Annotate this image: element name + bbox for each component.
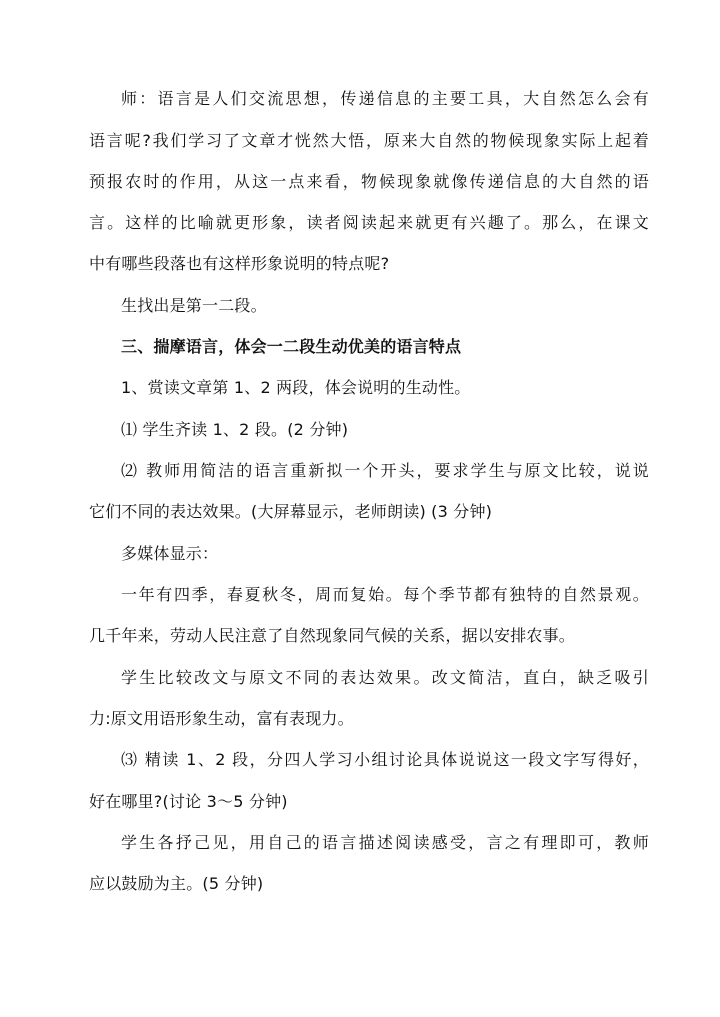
paragraph-line: 言。这样的比喻就更形象，读者阅读起来就更有兴趣了。那么，在课文 — [89, 213, 649, 232]
paragraph-line: 学生各抒己见，用自己的语言描述阅读感受，言之有理即可，教师 — [121, 833, 649, 852]
paragraph-line: 好在哪里?(讨论 3～5 分钟) — [89, 792, 288, 811]
paragraph-line: 它们不同的表达效果。(大屏幕显示，老师朗读) (3 分钟) — [89, 502, 493, 521]
paragraph-line: 预报农时的作用，从这一点来看，物候现象就像传递信息的大自然的语 — [89, 172, 649, 191]
list-item: 1、赏读文章第 1、2 两段，体会说明的生动性。 — [121, 378, 471, 397]
quote-line: 几千年来，劳动人民注意了自然现象同气候的关系，据以安排农事。 — [89, 626, 576, 645]
quote-line: 一年有四季，春夏秋冬，周而复始。每个季节都有独特的自然景观。 — [121, 585, 649, 604]
paragraph-line: 力:原文用语形象生动，富有表现力。 — [89, 709, 354, 728]
paragraph-line: 应以鼓励为主。(5 分钟) — [89, 874, 264, 893]
paragraph-line: 语言呢?我们学习了文章才恍然大悟，原来大自然的物候现象实际上起着 — [89, 131, 649, 150]
list-item: ⑵ 教师用简洁的语言重新拟一个开头，要求学生与原文比较，说说 — [121, 461, 649, 480]
list-item: ⑶ 精读 1、2 段，分四人学习小组讨论具体说说这一段文字写得好， — [121, 750, 649, 769]
paragraph-line: 学生比较改文与原文不同的表达效果。改文简洁，直白，缺乏吸引 — [121, 668, 649, 687]
section-heading: 三、揣摩语言，体会一二段生动优美的语言特点 — [121, 337, 462, 356]
paragraph-line: 中有哪些段落也有这样形象说明的特点呢? — [89, 254, 390, 273]
paragraph-line: 师：语言是人们交流思想，传递信息的主要工具，大自然怎么会有 — [121, 89, 649, 108]
paragraph-line: 多媒体显示： — [121, 544, 219, 563]
list-item: ⑴ 学生齐读 1、2 段。(2 分钟) — [121, 420, 349, 439]
paragraph-line: 生找出是第一二段。 — [121, 296, 267, 315]
